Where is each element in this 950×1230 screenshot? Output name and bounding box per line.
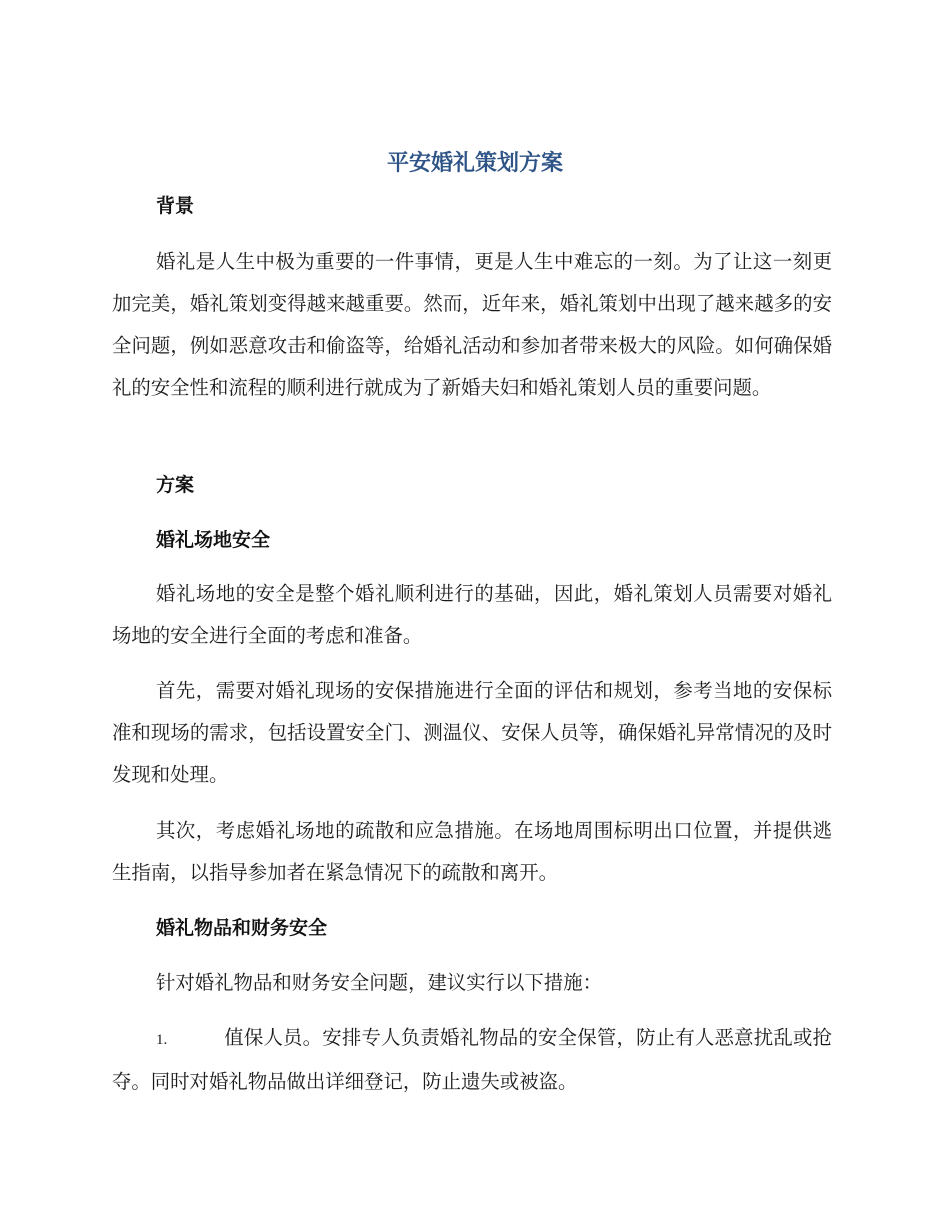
heading-venue-safety: 婚礼场地安全	[156, 529, 271, 551]
paragraph-venue-2: 首先，需要对婚礼现场的安保措施进行全面的评估和规划，参考当地的安保标准和现场的需求，包括设置安全门、测温仪、安保人员等，确保婚礼异常情况的及时发现和处理。	[112, 679, 832, 786]
heading-items-finance-safety: 婚礼物品和财务安全	[156, 917, 328, 939]
paragraph-venue-1: 婚礼场地的安全是整个婚礼顺利进行的基础，因此，婚礼策划人员需要对婚礼场地的安全进行全面的考虑和准备。	[112, 582, 832, 647]
paragraph-venue-3: 其次，考虑婚礼场地的疏散和应急措施。在场地周围标明出口位置，并提供逃生指南，以指导参加者在紧急情况下的疏散和离开。	[112, 819, 832, 884]
heading-plan: 方案	[156, 474, 195, 496]
list-item-number: 1.	[156, 1032, 168, 1048]
list-item-text: 值保人员。安排专人负责婚礼物品的安全保管，防止有人恶意扰乱或抢夺。同时对婚礼物品做出详细登记，防止遗失或被盗。	[112, 1026, 832, 1093]
heading-background: 背景	[156, 195, 195, 217]
document-title: 平安婚礼策划方案	[386, 151, 563, 176]
paragraph-background: 婚礼是人生中极为重要的一件事情，更是人生中难忘的一刻。为了让这一刻更加完美，婚礼策划变得越来越重要。然而，近年来，婚礼策划中出现了越来越多的安全问题，例如恶意攻击和偷盗等，给婚礼活动和参加者带来极大的风险。如何确保婚礼的安全性和流程的顺利进行就成为了新婚夫妇和婚礼策划人员的重要问题。	[112, 250, 832, 399]
list-item	[112, 1017, 832, 1103]
paragraph-items-intro: 针对婚礼物品和财务安全问题，建议实行以下措施：	[156, 971, 602, 994]
